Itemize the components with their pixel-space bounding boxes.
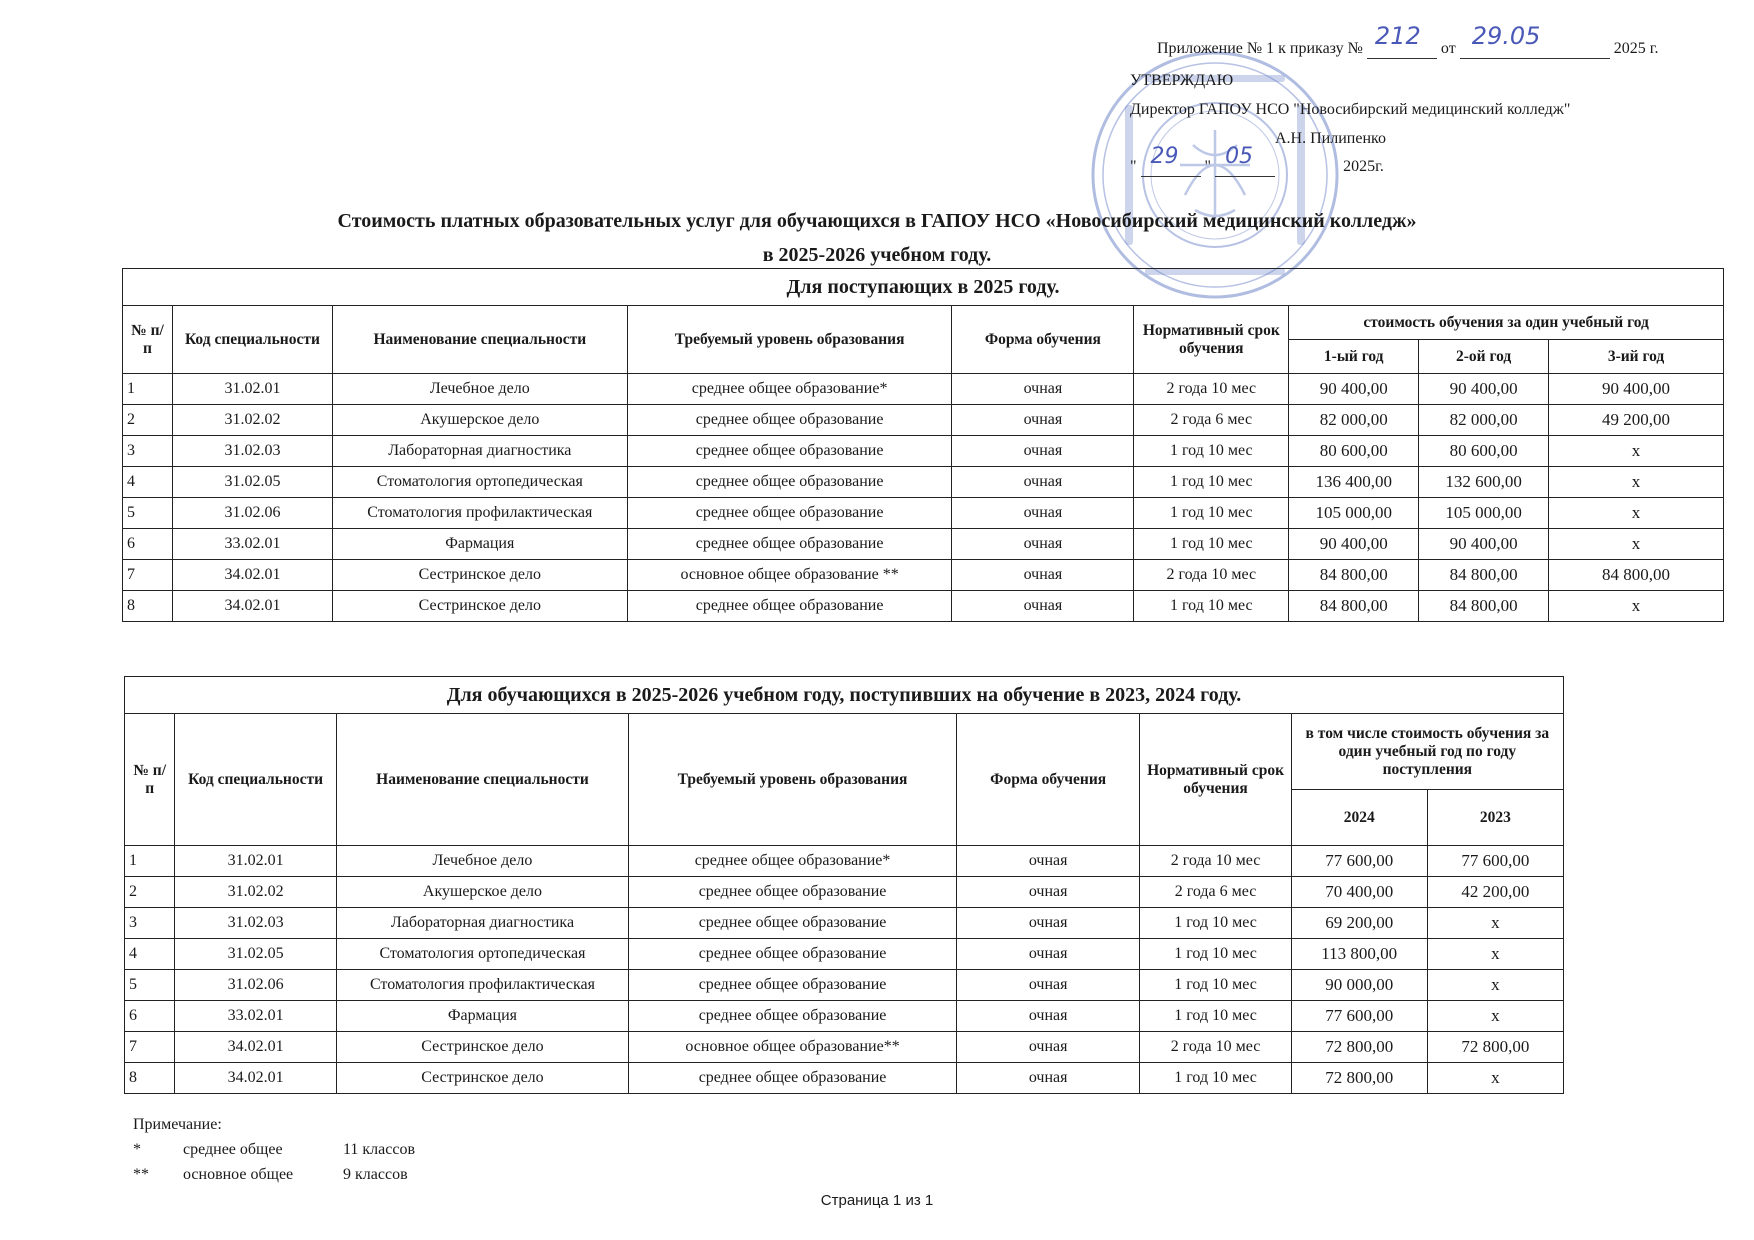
cost-year2-cell: 105 000,00 xyxy=(1419,498,1549,529)
col-num-header: № п/п xyxy=(125,714,175,846)
code-cell: 33.02.01 xyxy=(175,1001,336,1032)
document-subtitle: в 2025-2026 учебном году. xyxy=(762,244,992,266)
code-cell: 33.02.01 xyxy=(172,529,332,560)
row-num-cell: 5 xyxy=(125,970,175,1001)
cost-2023-cell: x xyxy=(1427,1063,1563,1094)
admission-2025-price-table xyxy=(122,268,1724,622)
table-row xyxy=(125,908,1564,939)
education-level-cell: среднее общее образование xyxy=(627,591,952,622)
term-cell: 2 года 10 мес xyxy=(1134,560,1289,591)
cost-year3-cell: x xyxy=(1549,529,1724,560)
order-number-field xyxy=(1367,22,1437,59)
order-number: 212 xyxy=(1374,22,1421,50)
from-label: от xyxy=(1440,40,1456,57)
study-form-cell: очная xyxy=(956,970,1140,1001)
cost-year3-cell: x xyxy=(1549,436,1724,467)
row-num-cell: 2 xyxy=(123,405,173,436)
row-num-cell: 8 xyxy=(125,1063,175,1094)
cost-year2-cell: 80 600,00 xyxy=(1419,436,1549,467)
cost-year3-cell: x xyxy=(1549,591,1724,622)
specialty-cell: Акушерское дело xyxy=(336,877,628,908)
cost-year2-cell: 90 400,00 xyxy=(1419,374,1549,405)
table-row xyxy=(123,467,1724,498)
code-cell: 34.02.01 xyxy=(172,560,332,591)
cost-2024-cell: 69 200,00 xyxy=(1291,908,1427,939)
col-term-header: Нормативный срок обучения xyxy=(1134,306,1289,374)
cost-2023-cell: 72 800,00 xyxy=(1427,1032,1563,1063)
study-form-cell: очная xyxy=(956,1001,1140,1032)
col-name-header: Наименование специальности xyxy=(336,714,628,846)
cost-2023-cell: x xyxy=(1427,939,1563,970)
table-row xyxy=(125,970,1564,1001)
term-cell: 1 год 10 мес xyxy=(1140,908,1291,939)
cost-2023-cell: x xyxy=(1427,970,1563,1001)
cost-year3-cell: 90 400,00 xyxy=(1549,374,1724,405)
cost-year2-cell: 90 400,00 xyxy=(1419,529,1549,560)
code-cell: 31.02.02 xyxy=(175,877,336,908)
table-row xyxy=(123,529,1724,560)
appendix-line xyxy=(1157,22,1659,59)
term-cell: 1 год 10 мес xyxy=(1140,939,1291,970)
col-term-header: Нормативный срок обучения xyxy=(1140,714,1291,846)
month-field xyxy=(1215,144,1275,177)
education-level-cell: среднее общее образование xyxy=(629,970,957,1001)
study-form-cell: очная xyxy=(952,498,1134,529)
term-cell: 2 года 6 мес xyxy=(1140,877,1291,908)
col-year2-header: 2-ой год xyxy=(1419,340,1549,374)
term-cell: 1 год 10 мес xyxy=(1134,498,1289,529)
code-cell: 31.02.05 xyxy=(175,939,336,970)
study-form-cell: очная xyxy=(952,436,1134,467)
quote-open: " xyxy=(1130,158,1137,175)
table-row xyxy=(123,560,1724,591)
code-cell: 31.02.06 xyxy=(172,498,332,529)
specialty-cell: Лечебное дело xyxy=(332,374,627,405)
col-year1-header: 1-ый год xyxy=(1289,340,1419,374)
col-level-header: Требуемый уровень образования xyxy=(629,714,957,846)
cost-2024-cell: 77 600,00 xyxy=(1291,1001,1427,1032)
cost-2024-cell: 77 600,00 xyxy=(1291,846,1427,877)
cost-year3-cell: x xyxy=(1549,498,1724,529)
specialty-cell: Лабораторная диагностика xyxy=(332,436,627,467)
cost-year3-cell: x xyxy=(1549,467,1724,498)
term-cell: 1 год 10 мес xyxy=(1134,529,1289,560)
code-cell: 31.02.01 xyxy=(175,846,336,877)
col-code-header: Код специальности xyxy=(175,714,336,846)
signer-name: А.Н. Пилипенко xyxy=(1275,130,1386,147)
specialty-cell: Сестринское дело xyxy=(332,560,627,591)
cost-year1-cell: 90 400,00 xyxy=(1289,374,1419,405)
table-row xyxy=(125,1032,1564,1063)
term-cell: 2 года 6 мес xyxy=(1134,405,1289,436)
document-title: Стоимость платных образовательных услуг для обучающихся в ГАПОУ НСО «Новосибирский медицинский колледж» xyxy=(337,210,1417,232)
term-cell: 2 года 10 мес xyxy=(1140,846,1291,877)
specialty-cell: Фармация xyxy=(332,529,627,560)
specialty-cell: Сестринское дело xyxy=(336,1032,628,1063)
table-row xyxy=(125,939,1564,970)
education-level-cell: основное общее образование ** xyxy=(627,560,952,591)
notes-label: Примечание: xyxy=(133,1116,222,1133)
specialty-cell: Лечебное дело xyxy=(336,846,628,877)
cost-year2-cell: 82 000,00 xyxy=(1419,405,1549,436)
code-cell: 31.02.03 xyxy=(175,908,336,939)
approval-date-line xyxy=(1130,144,1384,177)
term-cell: 1 год 10 мес xyxy=(1134,436,1289,467)
col-form-header: Форма обучения xyxy=(956,714,1140,846)
day-field xyxy=(1141,144,1201,177)
cost-year1-cell: 80 600,00 xyxy=(1289,436,1419,467)
cost-2024-cell: 113 800,00 xyxy=(1291,939,1427,970)
approval-month: 05 xyxy=(1225,144,1254,169)
cost-2023-cell: 42 200,00 xyxy=(1427,877,1563,908)
note-row xyxy=(133,1141,533,1159)
education-level-cell: среднее общее образование xyxy=(627,436,952,467)
year-suffix: 2025 г. xyxy=(1613,40,1659,57)
table-row xyxy=(123,374,1724,405)
col-name-header: Наименование специальности xyxy=(332,306,627,374)
code-cell: 31.02.06 xyxy=(175,970,336,1001)
note-mark: ** xyxy=(133,1166,149,1183)
specialty-cell: Сестринское дело xyxy=(332,591,627,622)
row-num-cell: 6 xyxy=(125,1001,175,1032)
row-num-cell: 2 xyxy=(125,877,175,908)
order-date: 29.05 xyxy=(1471,22,1541,50)
education-level-cell: среднее общее образование xyxy=(627,405,952,436)
table-row xyxy=(123,436,1724,467)
cost-2024-cell: 70 400,00 xyxy=(1291,877,1427,908)
col-num-header: № п/п xyxy=(123,306,173,374)
specialty-cell: Стоматология профилактическая xyxy=(332,498,627,529)
study-form-cell: очная xyxy=(956,1032,1140,1063)
note-text: основное общее xyxy=(183,1166,294,1183)
specialty-cell: Стоматология ортопедическая xyxy=(332,467,627,498)
director-title: Директор ГАПОУ НСО "Новосибирский медицинский колледж" xyxy=(1130,101,1571,118)
cost-year3-cell: 49 200,00 xyxy=(1549,405,1724,436)
education-level-cell: среднее общее образование xyxy=(629,1063,957,1094)
education-level-cell: среднее общее образование xyxy=(627,467,952,498)
table-row xyxy=(123,405,1724,436)
code-cell: 34.02.01 xyxy=(172,591,332,622)
row-num-cell: 8 xyxy=(123,591,173,622)
term-cell: 2 года 10 мес xyxy=(1140,1032,1291,1063)
cost-2023-cell: x xyxy=(1427,1001,1563,1032)
row-num-cell: 5 xyxy=(123,498,173,529)
education-level-cell: среднее общее образование xyxy=(629,1001,957,1032)
table-row xyxy=(125,1001,1564,1032)
term-cell: 1 год 10 мес xyxy=(1134,467,1289,498)
row-num-cell: 7 xyxy=(125,1032,175,1063)
code-cell: 31.02.05 xyxy=(172,467,332,498)
approve-label: УТВЕРЖДАЮ xyxy=(1130,72,1234,89)
specialty-cell: Акушерское дело xyxy=(332,405,627,436)
col-cost-header: в том числе стоимость обучения за один учебный год по году поступления xyxy=(1291,714,1563,790)
specialty-cell: Стоматология ортопедическая xyxy=(336,939,628,970)
specialty-cell: Фармация xyxy=(336,1001,628,1032)
cost-year2-cell: 84 800,00 xyxy=(1419,591,1549,622)
cost-2024-cell: 72 800,00 xyxy=(1291,1032,1427,1063)
row-num-cell: 3 xyxy=(123,436,173,467)
col-2024-header: 2024 xyxy=(1291,790,1427,846)
term-cell: 1 год 10 мес xyxy=(1134,591,1289,622)
specialty-cell: Лабораторная диагностика xyxy=(336,908,628,939)
cost-2023-cell: x xyxy=(1427,908,1563,939)
col-code-header: Код специальности xyxy=(172,306,332,374)
row-num-cell: 7 xyxy=(123,560,173,591)
study-form-cell: очная xyxy=(952,467,1134,498)
cost-2024-cell: 72 800,00 xyxy=(1291,1063,1427,1094)
cost-year1-cell: 84 800,00 xyxy=(1289,591,1419,622)
row-num-cell: 4 xyxy=(123,467,173,498)
order-date-field xyxy=(1460,22,1610,59)
study-form-cell: очная xyxy=(956,1063,1140,1094)
cost-year1-cell: 84 800,00 xyxy=(1289,560,1419,591)
study-form-cell: очная xyxy=(952,560,1134,591)
study-form-cell: очная xyxy=(952,591,1134,622)
study-form-cell: очная xyxy=(956,846,1140,877)
row-num-cell: 6 xyxy=(123,529,173,560)
note-mark: * xyxy=(133,1141,141,1158)
approval-year: 2025г. xyxy=(1343,158,1384,175)
row-num-cell: 4 xyxy=(125,939,175,970)
term-cell: 1 год 10 мес xyxy=(1140,1001,1291,1032)
study-form-cell: очная xyxy=(952,529,1134,560)
study-form-cell: очная xyxy=(956,939,1140,970)
col-level-header: Требуемый уровень образования xyxy=(627,306,952,374)
term-cell: 2 года 10 мес xyxy=(1134,374,1289,405)
table-row xyxy=(125,1063,1564,1094)
education-level-cell: среднее общее образование* xyxy=(627,374,952,405)
education-level-cell: среднее общее образование* xyxy=(629,846,957,877)
education-level-cell: основное общее образование** xyxy=(629,1032,957,1063)
row-num-cell: 3 xyxy=(125,908,175,939)
education-level-cell: среднее общее образование xyxy=(627,529,952,560)
specialty-cell: Сестринское дело xyxy=(336,1063,628,1094)
code-cell: 31.02.02 xyxy=(172,405,332,436)
cost-year1-cell: 105 000,00 xyxy=(1289,498,1419,529)
education-level-cell: среднее общее образование xyxy=(629,939,957,970)
note-value: 9 классов xyxy=(343,1166,408,1183)
study-form-cell: очная xyxy=(956,908,1140,939)
study-form-cell: очная xyxy=(952,374,1134,405)
study-form-cell: очная xyxy=(956,877,1140,908)
col-form-header: Форма обучения xyxy=(952,306,1134,374)
appendix-prefix: Приложение № 1 к приказу № xyxy=(1157,40,1363,57)
code-cell: 34.02.01 xyxy=(175,1032,336,1063)
code-cell: 31.02.01 xyxy=(172,374,332,405)
note-row xyxy=(133,1166,533,1184)
quote-close: " xyxy=(1204,158,1212,175)
continuing-students-price-table xyxy=(124,676,1564,1094)
page-number: Страница 1 из 1 xyxy=(820,1192,934,1209)
col-year3-header: 3-ий год xyxy=(1549,340,1724,374)
specialty-cell: Стоматология профилактическая xyxy=(336,970,628,1001)
cost-2023-cell: 77 600,00 xyxy=(1427,846,1563,877)
table-row xyxy=(123,498,1724,529)
col-cost-header: стоимость обучения за один учебный год xyxy=(1289,306,1724,340)
education-level-cell: среднее общее образование xyxy=(629,877,957,908)
cost-year1-cell: 82 000,00 xyxy=(1289,405,1419,436)
table2-title: Для обучающихся в 2025-2026 учебном году, поступивших на обучение в 2023, 2024 году. xyxy=(125,677,1564,714)
education-level-cell: среднее общее образование xyxy=(627,498,952,529)
cost-2024-cell: 90 000,00 xyxy=(1291,970,1427,1001)
row-num-cell: 1 xyxy=(125,846,175,877)
cost-year1-cell: 136 400,00 xyxy=(1289,467,1419,498)
cost-year2-cell: 132 600,00 xyxy=(1419,467,1549,498)
cost-year2-cell: 84 800,00 xyxy=(1419,560,1549,591)
table-row xyxy=(125,846,1564,877)
study-form-cell: очная xyxy=(952,405,1134,436)
term-cell: 1 год 10 мес xyxy=(1140,1063,1291,1094)
code-cell: 34.02.01 xyxy=(175,1063,336,1094)
approval-day: 29 xyxy=(1150,144,1179,169)
education-level-cell: среднее общее образование xyxy=(629,908,957,939)
table1-title: Для поступающих в 2025 году. xyxy=(123,269,1724,306)
table-row xyxy=(125,877,1564,908)
row-num-cell: 1 xyxy=(123,374,173,405)
table-row xyxy=(123,591,1724,622)
col-2023-header: 2023 xyxy=(1427,790,1563,846)
cost-year1-cell: 90 400,00 xyxy=(1289,529,1419,560)
term-cell: 1 год 10 мес xyxy=(1140,970,1291,1001)
cost-year3-cell: 84 800,00 xyxy=(1549,560,1724,591)
note-text: среднее общее xyxy=(183,1141,283,1158)
note-value: 11 классов xyxy=(343,1141,416,1158)
code-cell: 31.02.03 xyxy=(172,436,332,467)
